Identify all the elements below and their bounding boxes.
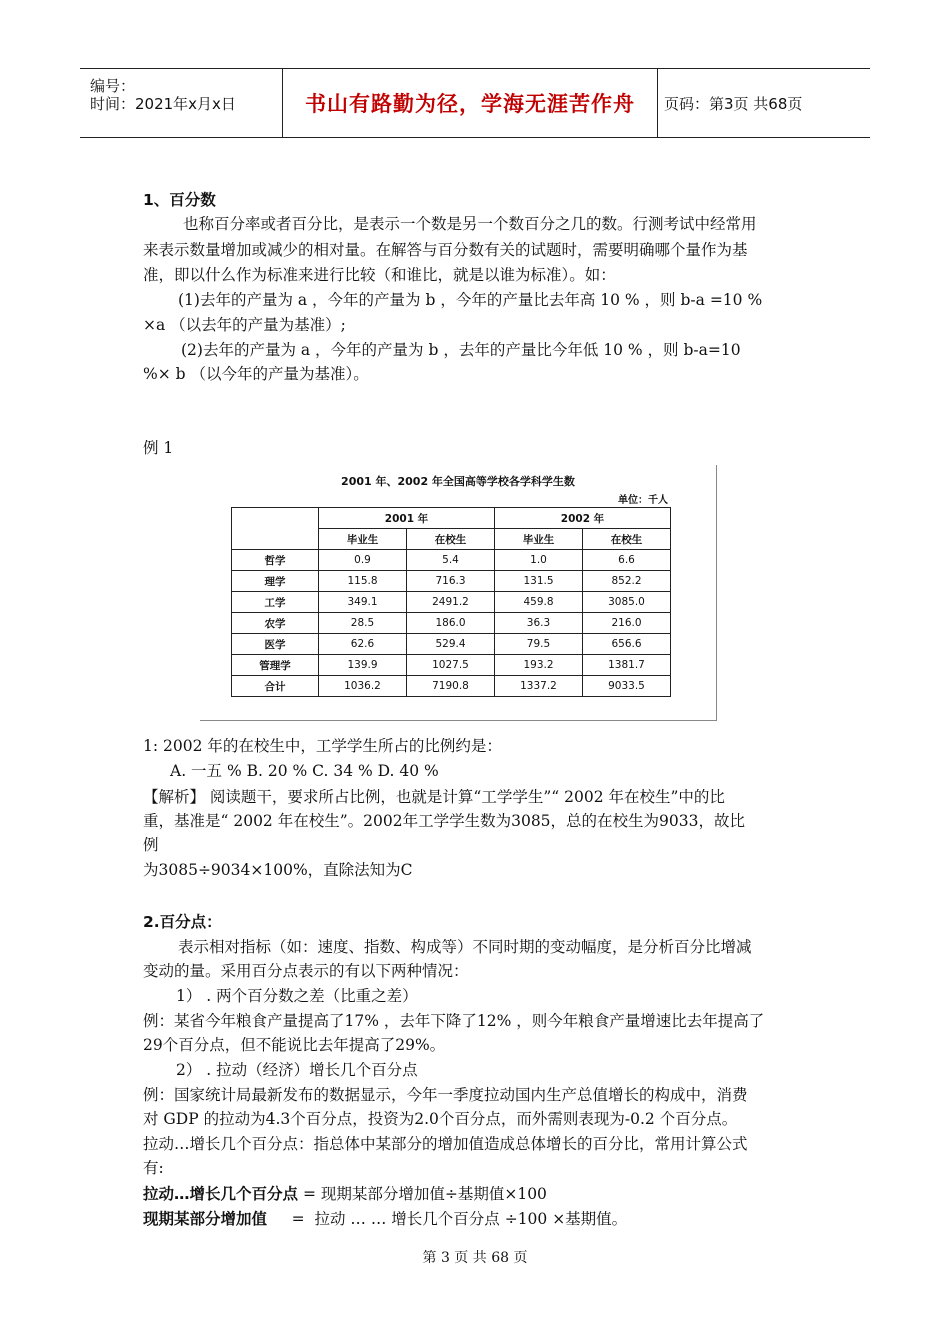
table-title: 2001 年、2002 年全国高等学校各学科学生数 [341, 475, 575, 488]
year-header-2002: 2002 年 [495, 508, 671, 529]
row-header: 农学 [232, 613, 319, 634]
table-cell: 716.3 [407, 571, 495, 592]
header-motto: 书山有路勤为径，学海无涯苦作舟 [282, 69, 658, 137]
table-cell: 2491.2 [407, 592, 495, 613]
row-header: 合计 [232, 676, 319, 697]
table-cell: 1381.7 [583, 655, 671, 676]
table-cell: 1027.5 [407, 655, 495, 676]
section2-title: 2.百分点： [143, 913, 222, 931]
row-header: 管理学 [232, 655, 319, 676]
example-table-figure [200, 465, 717, 721]
formula-2-term: 现期某部分增加值 [143, 1210, 268, 1228]
table-cell: 139.9 [319, 655, 407, 676]
section1-item1-line1: (1)去年的产量为 a ，今年的产量为 b ，今年的产量比去年高 10 % ，则 b-a =10 % [178, 291, 763, 309]
table-cell: 115.8 [319, 571, 407, 592]
case1-example-line2: 29个百分点，但不能说比去年提高了29%。 [143, 1036, 446, 1054]
section1-para-line2: 来表示数量增加或减少的相对量。在解答与百分数有关的试题时，需要明确哪个量作为基 [143, 241, 748, 259]
table-cell: 79.5 [495, 634, 583, 655]
sub-header: 在校生 [583, 529, 671, 550]
section1-item1-line2: ×a （以去年的产量为基准）; [143, 316, 346, 334]
page-footer: 第 3 页 共 68 页 [422, 1250, 528, 1266]
table-cell: 529.4 [407, 634, 495, 655]
year-header-2001: 2001 年 [319, 508, 495, 529]
section1-item2-line2: %× b （以今年的产量为基准）。 [143, 365, 369, 383]
analysis-line1: 【解析】 阅读题干，要求所占比例，也就是计算“工学学生”“ 2002 年在校生”中的比 [143, 788, 725, 806]
row-header: 工学 [232, 592, 319, 613]
formula-2-expression: = 拉动 … … 增长几个百分点 ÷100 ×基期值。 [267, 1210, 628, 1228]
table-unit: 单位：千人 [618, 495, 668, 506]
case1-title: 1） . 两个百分数之差（比重之差） [176, 987, 418, 1005]
table-cell: 1.0 [495, 550, 583, 571]
table-cell: 9033.5 [583, 676, 671, 697]
section1-para-line3: 准，即以什么作为标准来进行比较（和谁比，就是以谁为标准）。如： [143, 266, 616, 284]
table-cell: 1337.2 [495, 676, 583, 697]
page-header [80, 68, 870, 138]
table-cell: 6.6 [583, 550, 671, 571]
case2-example-line2: 对 GDP 的拉动为4.3个百分点，投资为2.0个百分点，而外需则表现为-0.2 个百分点。 [143, 1110, 738, 1128]
table-row [232, 571, 671, 592]
table-cell: 28.5 [319, 613, 407, 634]
table-cell: 459.8 [495, 592, 583, 613]
table-cell: 852.2 [583, 571, 671, 592]
header-page-info: 页码：第3页 共68页 [664, 94, 803, 113]
sub-header: 毕业生 [495, 529, 583, 550]
row-header: 哲学 [232, 550, 319, 571]
formula-1 [143, 1182, 547, 1206]
sub-header: 毕业生 [319, 529, 407, 550]
header-meta [80, 69, 282, 137]
data-table [231, 507, 671, 697]
table-cell: 131.5 [495, 571, 583, 592]
formula-1-term: 拉动…增长几个百分点 [143, 1185, 299, 1203]
table-row [232, 613, 671, 634]
table-cell: 186.0 [407, 613, 495, 634]
table-cell: 0.9 [319, 550, 407, 571]
table-row [232, 592, 671, 613]
question-options: A. 一五 % B. 20 % C. 34 % D. 40 % [170, 762, 439, 780]
formula-2 [143, 1207, 627, 1231]
case1-example-line1: 例：某省今年粮食产量提高了17% ，去年下降了12% ，则今年粮食产量增速比去年提高了 [143, 1012, 765, 1030]
case2-title: 2） . 拉动（经济）增长几个百分点 [176, 1061, 418, 1079]
table-row [232, 655, 671, 676]
table-cell: 349.1 [319, 592, 407, 613]
section1-para-line1: 也称百分率或者百分比，是表示一个数是另一个数百分之几的数。行测考试中经常用 [183, 215, 757, 233]
table-row [232, 550, 671, 571]
table-cell: 5.4 [407, 550, 495, 571]
case2-example-line1: 例：国家统计局最新发布的数据显示，今年一季度拉动国内生产总值增长的构成中，消费 [143, 1086, 748, 1104]
question-text: 1: 2002 年的在校生中，工学学生所占的比例约是： [143, 737, 502, 755]
table-cell: 193.2 [495, 655, 583, 676]
analysis-line3: 例 [143, 836, 159, 854]
section2-para-line1: 表示相对指标（如：速度、指数、构成等）不同时期的变动幅度，是分析百分比增减 [178, 938, 752, 956]
table-row [232, 676, 671, 697]
section1-item2-line1: (2)去年的产量为 a ，今年的产量为 b ，去年的产量比今年低 10 % ，则 b-a=10 [181, 341, 741, 359]
serial-label: 编号： [90, 77, 136, 95]
case2-definition-line1: 拉动…增长几个百分点：指总体中某部分的增加值造成总体增长的百分比，常用计算公式 [143, 1135, 748, 1153]
analysis-line2: 重，基准是“ 2002 年在校生”。2002年工学学生数为3085，总的在校生为9033，故比 [143, 812, 745, 830]
table-cell: 62.6 [319, 634, 407, 655]
sub-header: 在校生 [407, 529, 495, 550]
table-cell: 656.6 [583, 634, 671, 655]
table-row [232, 634, 671, 655]
table-cell: 3085.0 [583, 592, 671, 613]
table-cell: 7190.8 [407, 676, 495, 697]
example-label: 例 1 [143, 439, 174, 457]
table-corner-cell [232, 508, 319, 550]
section2-para-line2: 变动的量。采用百分点表示的有以下两种情况： [143, 962, 469, 980]
formula-1-expression: = 现期某部分增加值÷基期值×100 [298, 1185, 547, 1203]
row-header: 医学 [232, 634, 319, 655]
row-header: 理学 [232, 571, 319, 592]
date-line: 时间：2021年x月x日 [90, 95, 236, 113]
case2-definition-line2: 有: [143, 1159, 164, 1177]
section1-title: 1、百分数 [143, 191, 216, 209]
table-cell: 36.3 [495, 613, 583, 634]
table-cell: 1036.2 [319, 676, 407, 697]
table-cell: 216.0 [583, 613, 671, 634]
analysis-line4: 为3085÷9034×100%，直除法知为C [143, 861, 413, 879]
